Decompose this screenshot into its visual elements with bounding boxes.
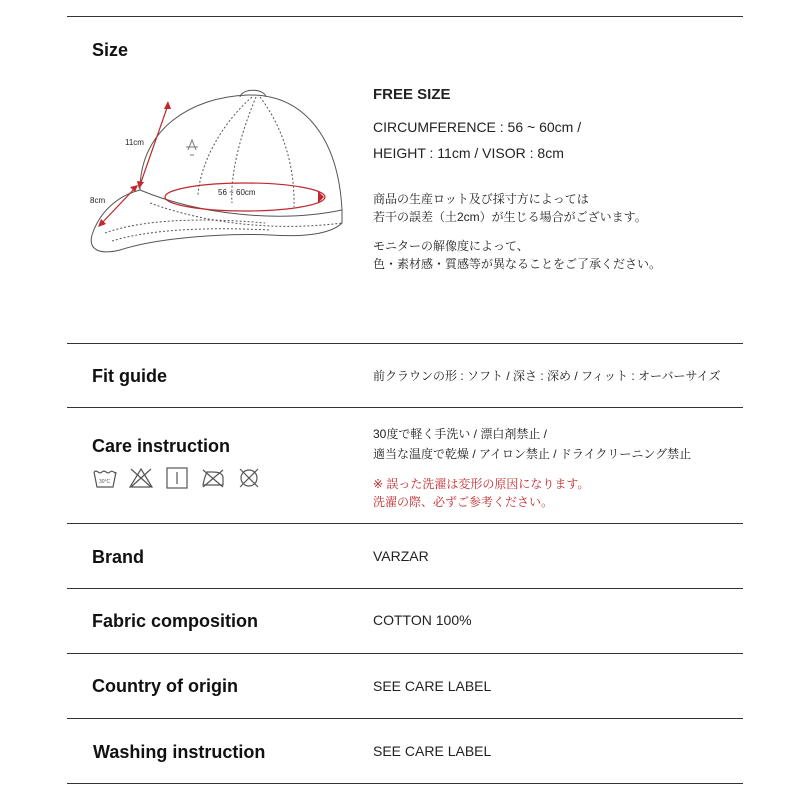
- circumference-text: CIRCUMFERENCE : 56 ~ 60cm /: [373, 119, 582, 135]
- country-of-origin-heading: Country of origin: [92, 676, 238, 696]
- hand-wash-30-icon: [92, 466, 118, 490]
- fit-guide-heading: Fit guide: [92, 366, 167, 386]
- height-visor-text: HEIGHT : 11cm / VISOR : 8cm: [373, 145, 564, 161]
- height-label: 11cm: [125, 138, 144, 147]
- brand-value: VARZAR: [373, 548, 429, 564]
- visor-label: 8cm: [90, 196, 106, 205]
- divider: [67, 407, 743, 408]
- fabric-composition-heading: Fabric composition: [92, 611, 259, 631]
- divider: [67, 343, 743, 344]
- fit-guide-value: 前クラウンの形 : ソフト / 深さ : 深め / フィット : オーバーサイズ: [373, 369, 721, 383]
- size-heading: Size: [92, 40, 129, 60]
- divider: [67, 718, 743, 719]
- cap-size-diagram: [80, 85, 350, 275]
- line-dry-icon: [164, 466, 190, 490]
- svg-text:30°C: 30°C: [99, 479, 111, 485]
- divider: [67, 783, 743, 784]
- country-of-origin-value: SEE CARE LABEL: [373, 678, 492, 694]
- care-instruction-heading: Care instruction: [92, 436, 231, 456]
- divider: [67, 588, 743, 589]
- free-size-title: FREE SIZE: [373, 86, 451, 103]
- no-iron-icon: [200, 466, 226, 490]
- care-icons: [92, 466, 262, 490]
- no-dry-clean-icon: [236, 466, 262, 490]
- care-warning: ※ 誤った洗濯は変形の原因になります。 洗濯の際、必ずご参考ください。: [373, 477, 590, 509]
- size-note-1: 商品の生産ロット及び採寸方によっては 若干の誤差（土2cm）が生じる場合がございます。: [373, 192, 647, 224]
- no-bleach-icon: [128, 466, 154, 490]
- size-note-2: モニターの解像度によって、 色・素材感・質感等が異なることをご了承ください。: [373, 239, 662, 271]
- washing-instruction-heading: Washing instruction: [93, 742, 266, 762]
- brand-heading: Brand: [92, 547, 145, 567]
- circumference-label: 56 ~ 60cm: [218, 188, 256, 197]
- divider: [67, 653, 743, 654]
- fabric-composition-value: COTTON 100%: [373, 612, 472, 628]
- divider: [67, 16, 743, 17]
- care-text: 30度で軽く手洗い / 漂白剤禁止 / 適当な温度で乾燥 / アイロン禁止 / ドライクリーニング禁止: [373, 427, 692, 461]
- divider: [67, 523, 743, 524]
- washing-instruction-value: SEE CARE LABEL: [373, 743, 492, 759]
